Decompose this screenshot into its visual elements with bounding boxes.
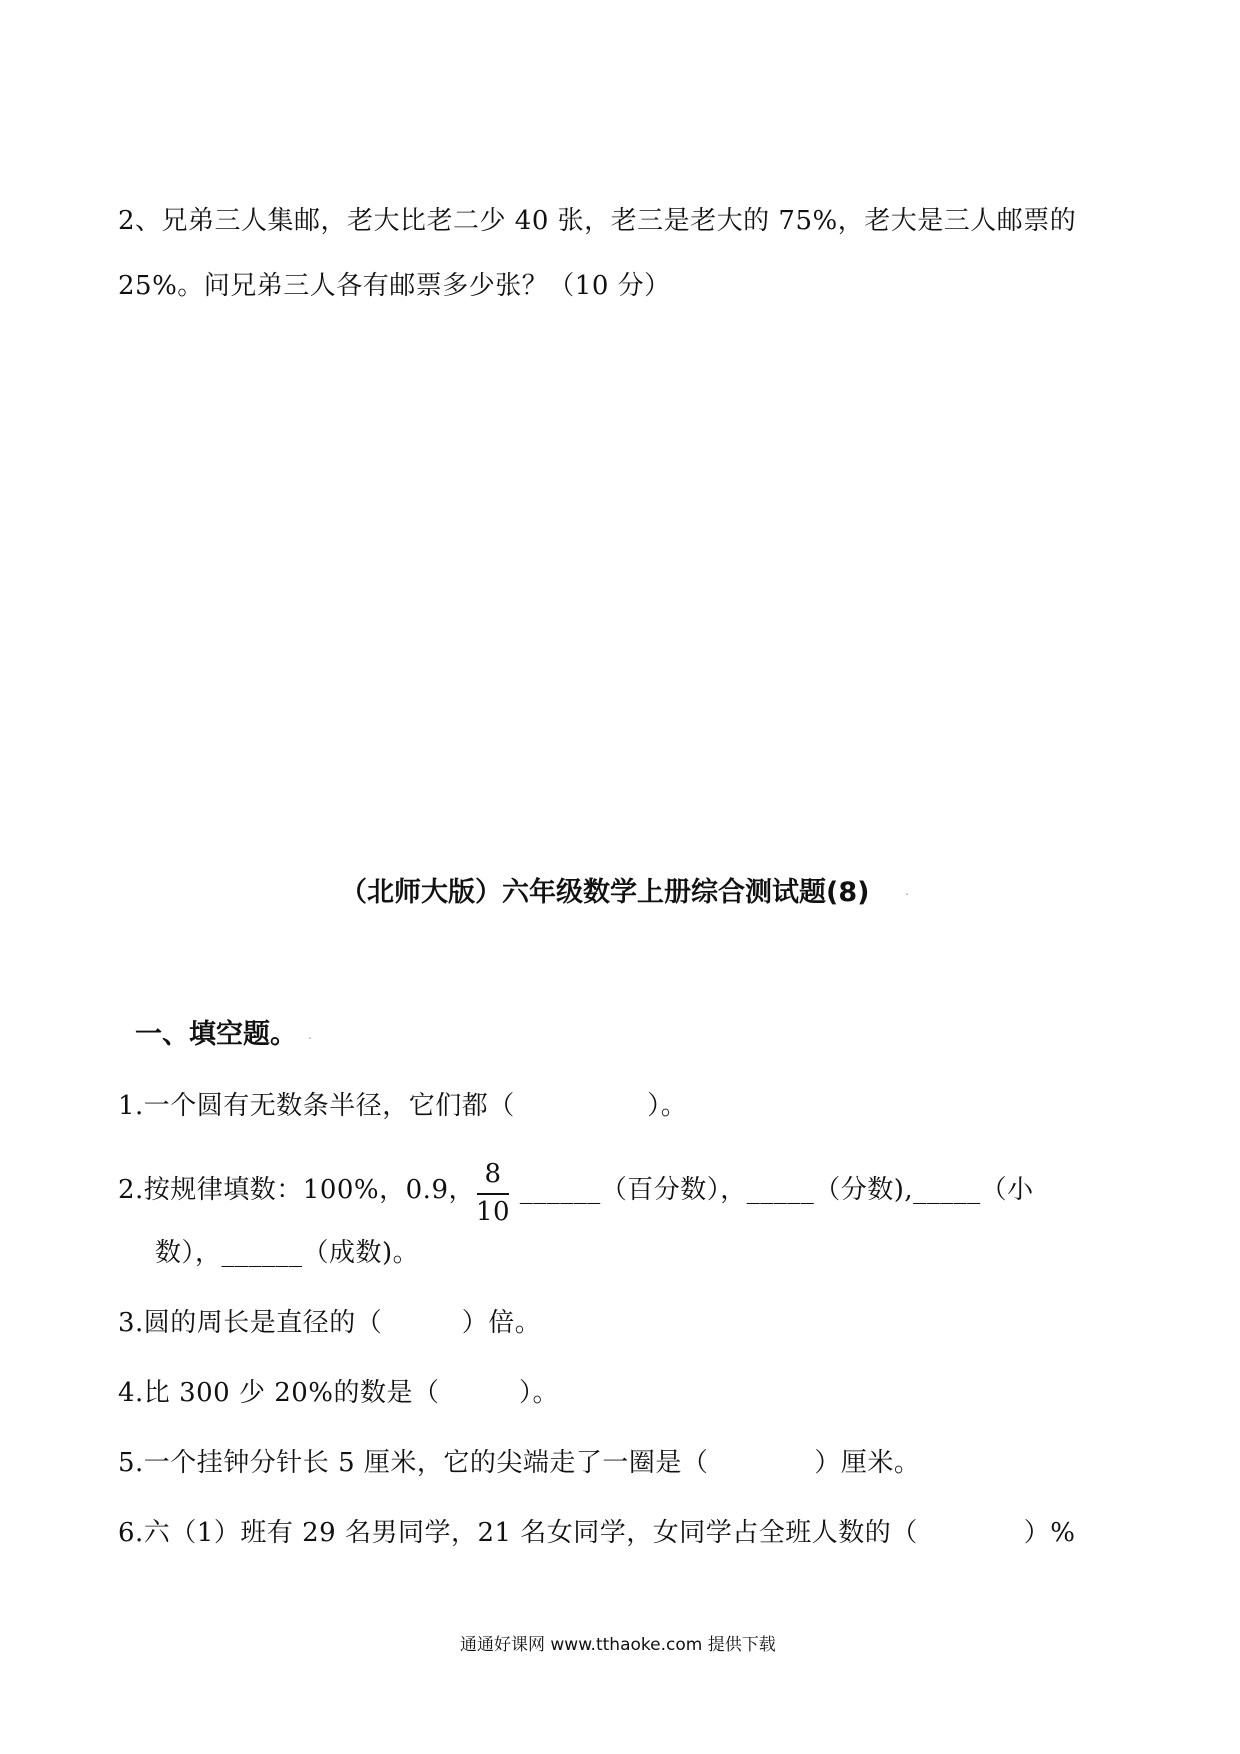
footer-text: 通通好课网 www.tthaoke.com 提供下载 <box>460 1635 776 1655</box>
problem-2-line-2: 25%。问兄弟三人各有邮票多少张？（10 分） <box>118 271 671 301</box>
question-1: 1.一个圆有无数条半径，它们都（ ）。 <box>118 1091 688 1121</box>
fraction-denominator: 10 <box>475 1197 511 1227</box>
question-4: 4.比 300 少 20%的数是（ ）。 <box>118 1378 560 1408</box>
question-2-prefix: 2.按规律填数：100%，0.9， <box>118 1175 475 1205</box>
question-2 <box>118 1158 1034 1227</box>
scan-mark: . <box>308 1028 312 1042</box>
problem-2-line-1: 2、兄弟三人集邮，老大比老二少 40 张，老三是老大的 75%，老大是三人邮票的 <box>118 206 1077 236</box>
fraction-numerator: 8 <box>484 1159 502 1189</box>
scan-mark: . <box>905 884 909 898</box>
section-heading-fill-in: 一、填空题。 <box>135 1019 297 1050</box>
question-2-line-2: 数），______（成数)。 <box>155 1238 420 1268</box>
question-5: 5.一个挂钟分针长 5 厘米，它的尖端走了一圈是（ ）厘米。 <box>118 1448 921 1478</box>
question-2-suffix: ______（百分数），_____（分数),_____（小 <box>511 1175 1034 1205</box>
fraction <box>475 1159 511 1227</box>
page-title: （北师大版）六年级数学上册综合测试题(8) <box>340 877 870 908</box>
question-3: 3.圆的周长是直径的（ ）倍。 <box>118 1308 542 1338</box>
question-6: 6.六（1）班有 29 名男同学，21 名女同学，女同学占全班人数的（ ）% <box>118 1518 1076 1548</box>
fraction-bar <box>477 1193 509 1195</box>
